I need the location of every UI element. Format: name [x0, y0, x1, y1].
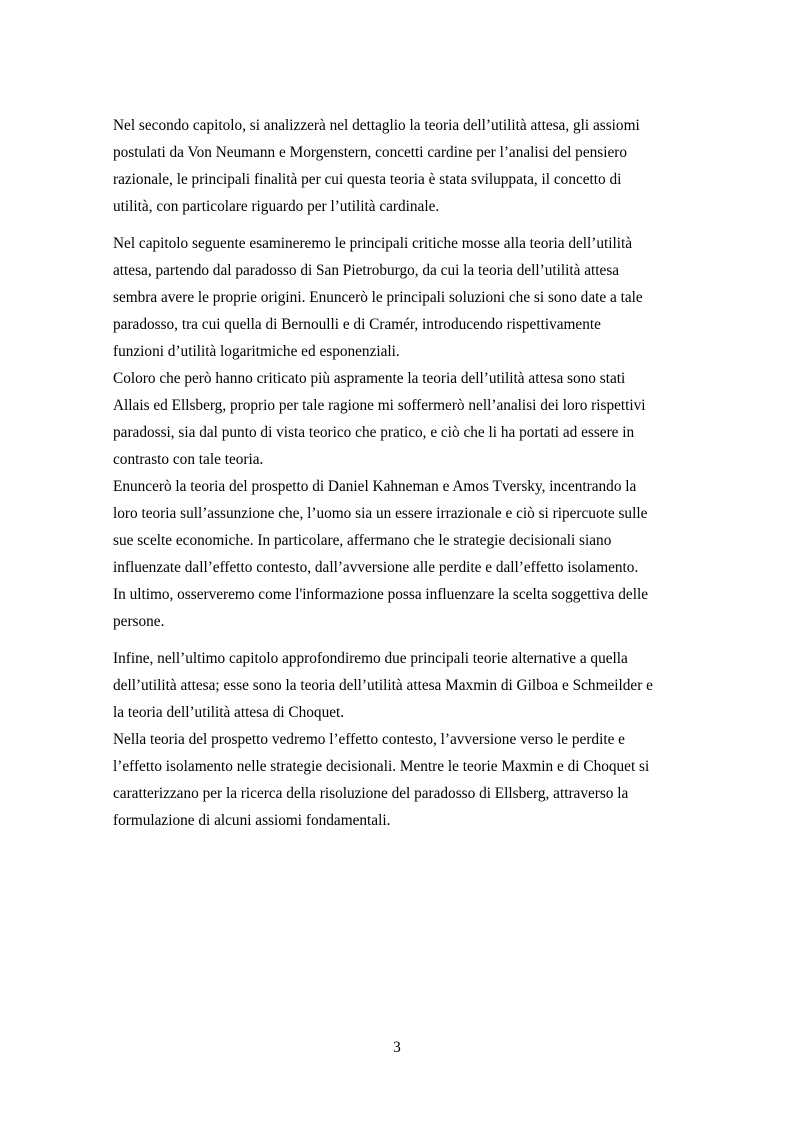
paragraph-spacer	[113, 635, 685, 645]
text-line: Nel capitolo seguente esamineremo le principali critiche mosse alla teoria dell’utilità	[113, 235, 633, 252]
paragraph-spacer	[113, 220, 685, 230]
page-body	[113, 112, 685, 834]
text-line: formulazione di alcuni assiomi fondamentali.	[113, 812, 391, 829]
text-line: persone.	[113, 613, 165, 630]
text-line: loro teoria sull’assunzione che, l’uomo sia un essere irrazionale e ciò si ripercuote sulle	[113, 505, 648, 522]
paragraph-allais-ellsberg	[113, 365, 685, 473]
text-line: dell’utilità attesa; esse sono la teoria dell’utilità attesa Maxmin di Gilboa e Schmeilder e	[113, 677, 653, 694]
page-number: 3	[393, 1039, 401, 1056]
paragraph-summary	[113, 726, 685, 834]
text-line: Allais ed Ellsberg, proprio per tale ragione mi soffermerò nell’analisi dei loro rispettivi	[113, 397, 646, 414]
text-line: Nel secondo capitolo, si analizzerà nel dettaglio la teoria dell’utilità attesa, gli assiomi	[113, 117, 640, 134]
paragraph-last-chapter	[113, 645, 685, 726]
text-line: Coloro che però hanno criticato più aspramente la teoria dell’utilità attesa sono stati	[113, 370, 626, 387]
paragraph-information	[113, 581, 685, 635]
text-line: sembra avere le proprie origini. Enuncerò le principali soluzioni che si sono date a tale	[113, 289, 643, 306]
paragraph-chapter-three	[113, 230, 685, 365]
text-line: paradossi, sia dal punto di vista teorico che pratico, e ciò che li ha portati ad essere in	[113, 424, 635, 441]
text-line: funzioni d’utilità logaritmiche ed esponenziali.	[113, 343, 400, 360]
text-line: utilità, con particolare riguardo per l’utilità cardinale.	[113, 198, 440, 215]
text-line: la teoria dell’utilità attesa di Choquet.	[113, 704, 345, 721]
paragraph-prospect-theory	[113, 473, 685, 581]
text-line: contrasto con tale teoria.	[113, 451, 264, 468]
text-line: Infine, nell’ultimo capitolo approfondiremo due principali teorie alternative a quella	[113, 650, 628, 667]
text-line: Enuncerò la teoria del prospetto di Daniel Kahneman e Amos Tversky, incentrando la	[113, 478, 637, 495]
text-line: l’effetto isolamento nelle strategie decisionali. Mentre le teorie Maxmin e di Choquet si	[113, 758, 650, 775]
text-line: influenzate dall’effetto contesto, dall’avversione alle perdite e dall’effetto isolamento.	[113, 559, 639, 576]
text-line: attesa, partendo dal paradosso di San Pietroburgo, da cui la teoria dell’utilità attesa	[113, 262, 620, 279]
paragraph-chapter-two	[113, 112, 685, 220]
text-line: Nella teoria del prospetto vedremo l’effetto contesto, l’avversione verso le perdite e	[113, 731, 625, 748]
text-line: razionale, le principali finalità per cui questa teoria è stata sviluppata, il concetto di	[113, 171, 622, 188]
text-line: postulati da Von Neumann e Morgenstern, concetti cardine per l’analisi del pensiero	[113, 144, 627, 161]
text-line: sue scelte economiche. In particolare, affermano che le strategie decisionali siano	[113, 532, 612, 549]
text-line: In ultimo, osserveremo come l'informazione possa influenzare la scelta soggettiva delle	[113, 586, 648, 603]
text-line: paradosso, tra cui quella di Bernoulli e di Cramér, introducendo rispettivamente	[113, 316, 601, 333]
text-line: caratterizzano per la ricerca della risoluzione del paradosso di Ellsberg, attraverso la	[113, 785, 629, 802]
